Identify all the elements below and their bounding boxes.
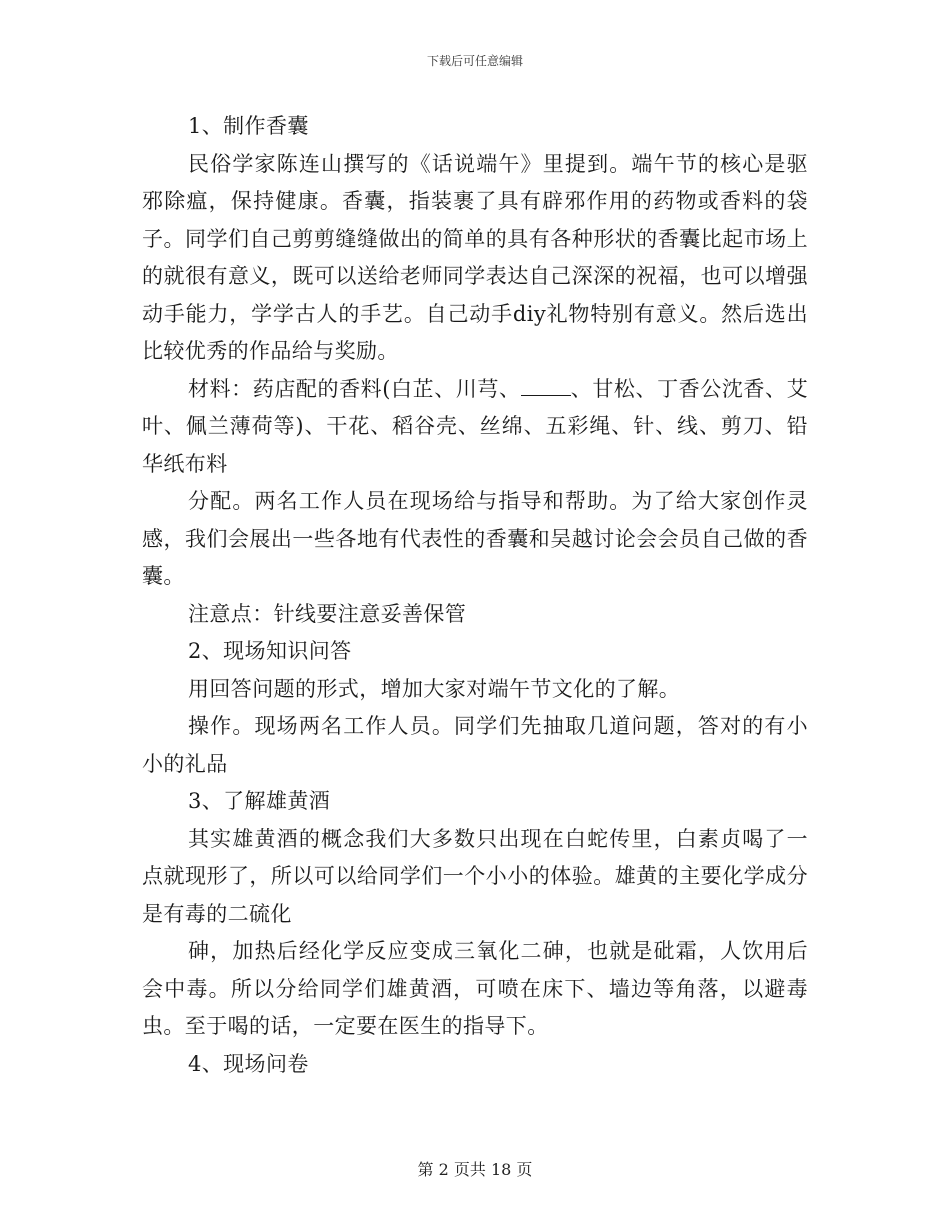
fill-in-blank [521, 377, 571, 396]
materials-text-end: 、甘松、丁香公沈香、艾叶、佩兰薄荷等)、干花、稻谷壳、丝绵、五彩绳、针、线、剪刀、铅华纸布料 [142, 376, 808, 476]
section-2-paragraph-1: 用回答问题的形式，增加大家对端午节文化的了解。 [188, 676, 681, 701]
section-2-heading: 2、现场知识问答 [188, 639, 352, 663]
section-1-paragraph-2: 分配。两名工作人员在现场给与指导和帮助。为了给大家创作灵感，我们会展出一些各地有代表性的香囊和吴越讨论会会员自己做的香囊。 [142, 489, 808, 588]
page-footer: 第 2 页共 18 页 [417, 1160, 533, 1179]
section-1-note: 注意点：针线要注意妥善保管 [188, 601, 467, 626]
section-1-heading: 1、制作香囊 [188, 114, 309, 138]
page-header: 下载后可任意编辑 [426, 54, 523, 68]
section-1-materials [142, 371, 808, 484]
section-3-paragraph-1: 其实雄黄酒的概念我们大多数只出现在白蛇传里，白素贞喝了一点就现形了，所以可以给同学们一个小小的体验。雄黄的主要化学成分是有毒的二硫化 [142, 826, 808, 926]
section-1-paragraph-1: 民俗学家陈连山撰写的《话说端午》里提到。端午节的核心是驱邪除瘟，保持健康。香囊，指装裹了具有辟邪作用的药物或香料的袋子。同学们自己剪剪缝缝做出的简单的具有各种形状的香囊比起市场上的就很有意义，既可以送给老师同学表达自己深深的祝福，也可以增强动手能力，学学古人的手艺。自己动手diy礼物特别有意义。然后选出比较优秀的作品给与奖励。 [142, 151, 808, 363]
section-3-heading: 3、了解雄黄酒 [188, 789, 331, 813]
section-4-heading: 4、现场问卷 [188, 1051, 309, 1076]
section-3-paragraph-2: 砷，加热后经化学反应变成三氧化二砷，也就是砒霜，人饮用后会中毒。所以分给同学们雄黄酒，可喷在床下、墙边等角落，以避毒虫。至于喝的话，一定要在医生的指导下。 [142, 939, 808, 1038]
section-2-paragraph-2: 操作。现场两名工作人员。同学们先抽取几道问题，答对的有小小的礼品 [142, 714, 808, 776]
document-body [142, 108, 808, 1083]
materials-text-start: 材料：药店配的香料(白芷、川芎、 [188, 376, 521, 401]
